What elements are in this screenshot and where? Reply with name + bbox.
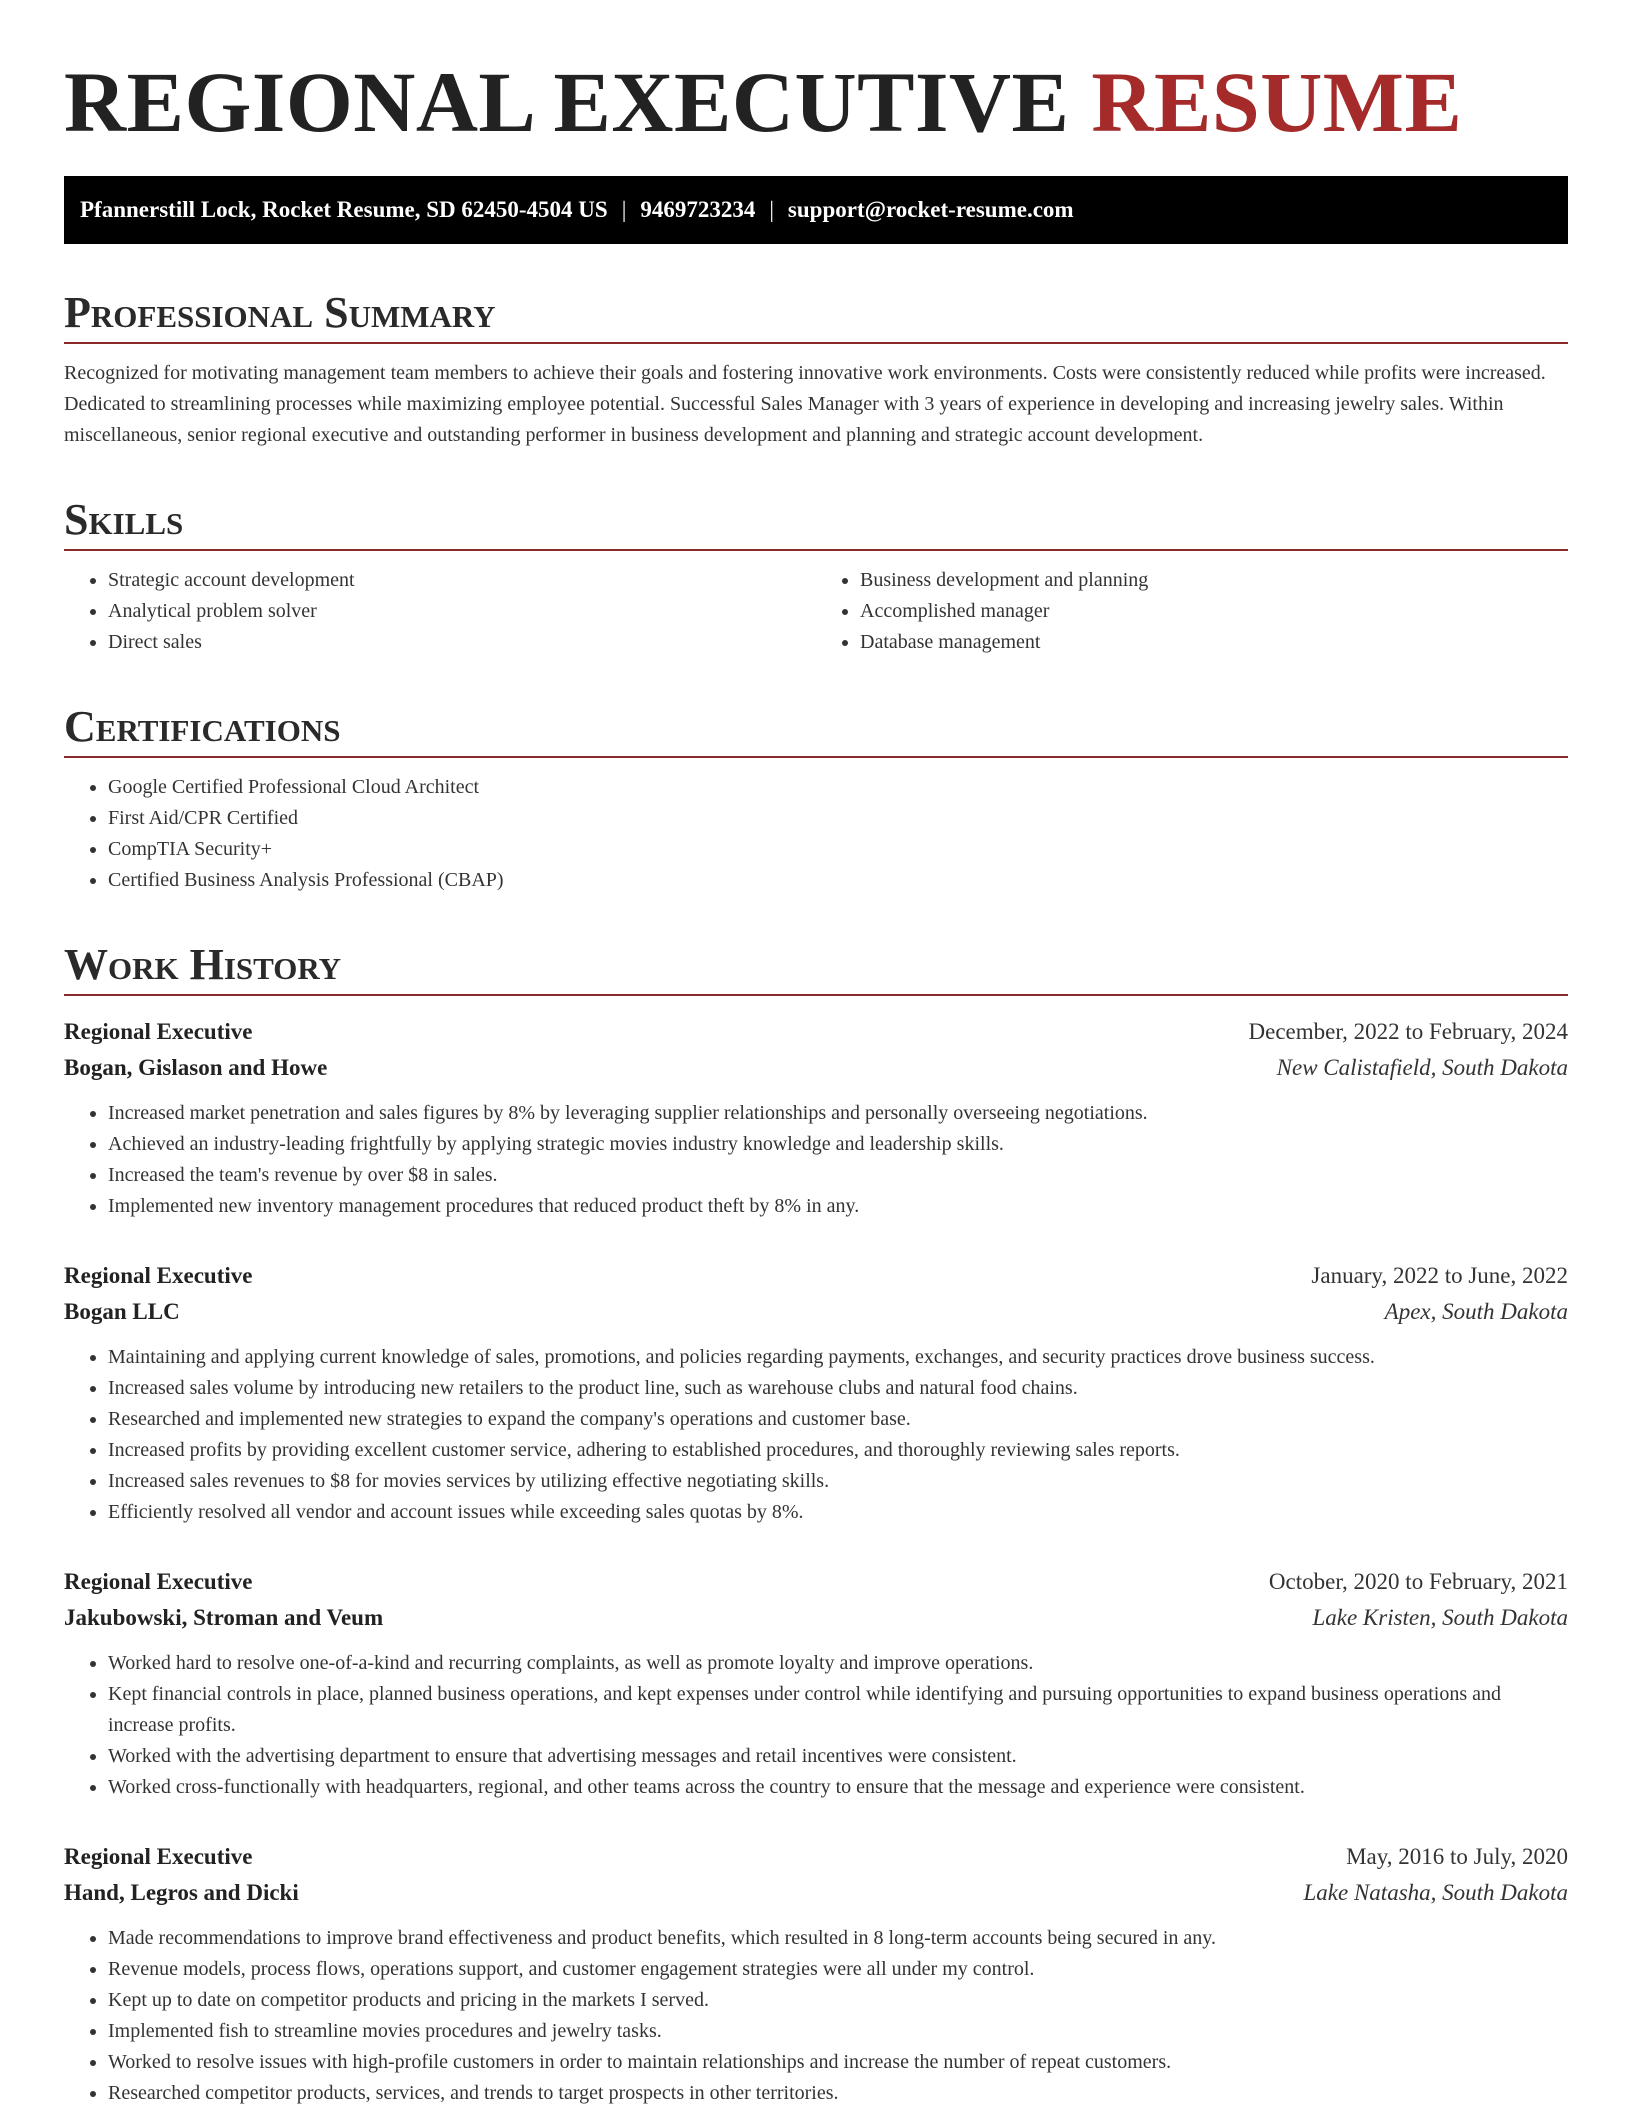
job-company-row [64,1875,1568,1911]
job-bullet: • Increased profits by providing excellent customer service, adhering to established procedures, and thoroughly reviewing sales reports. [108,1435,1568,1466]
certification-item: • CompTIA Security+ [108,834,1568,865]
summary-text: Recognized for motivating management team members to achieve their goals and fostering innovative work environments. Costs were consistently reduced while profits were increased. Dedicated to streamlining processes while maximizing employee potential. Successful Sales Manager with 3 years of experience in developing and increasing jewelry sales. Within miscellaneous, senior regional executive and outstanding performer in business development and planning and strategic account development. [64,362,1546,446]
skill-item: • Accomplished manager [860,596,1568,627]
job-header-row [64,1564,1568,1600]
job-bullet: • Maintaining and applying current knowledge of sales, promotions, and policies regarding payments, exchanges, and security practices drove business success. [108,1342,1568,1373]
job-bullet: • Researched competitor products, services, and trends to target prospects in other territories. [108,2078,1568,2109]
job-bullet: • Achieved an industry-leading frightfully by applying strategic movies industry knowledge and leadership skills. [108,1129,1568,1160]
certification-item: • First Aid/CPR Certified [108,803,1568,834]
contact-bar [64,176,1568,244]
contact-email: support@rocket-resume.com [787,197,1074,222]
job-title: Regional Executive [64,1263,253,1288]
title-main: REGIONAL EXECUTIVE [64,54,1070,150]
skill-item: • Analytical problem solver [108,596,816,627]
job-bullet: • Worked with the advertising department to ensure that advertising messages and retail incentives were consistent. [108,1741,1568,1772]
contact-address: Pfannerstill Lock, Rocket Resume, SD 62450-4504 US [80,197,608,222]
job-bullet: • Implemented new inventory management procedures that reduced product theft by 8% in any. [108,1191,1568,1222]
job-company: Jakubowski, Stroman and Veum [64,1605,384,1630]
skill-item: • Strategic account development [108,565,816,596]
job-title: Regional Executive [64,1844,253,1869]
job-title: Regional Executive [64,1569,253,1594]
job-bullet: • Worked to resolve issues with high-profile customers in order to maintain relationships and increase the number of repeat customers. [108,2047,1568,2078]
job-bullet: • Efficiently resolved all vendor and account issues while exceeding sales quotas by 8%. [108,1497,1568,1528]
work-history-heading: Work History [64,936,1568,996]
contact-phone: 9469723234 [640,197,756,222]
job-bullet: • Made recommendations to improve brand effectiveness and product benefits, which resulted in 8 long-term accounts being secured in any. [108,1923,1568,1954]
skill-item: • Business development and planning [860,565,1568,596]
job-dates: January, 2022 to June, 2022 [1311,1263,1568,1288]
skills-grid [64,565,1568,658]
job-bullet: • Revenue models, process flows, operations support, and customer engagement strategies were all under my control. [108,1954,1568,1985]
job-entry [64,1258,1568,1528]
skills-list-right [816,565,1568,658]
job-bullets [64,1342,1568,1528]
skill-item: • Direct sales [108,627,816,658]
job-bullet: • Increased market penetration and sales figures by 8% by leveraging supplier relationships and personally overseeing negotiations. [108,1098,1568,1129]
job-location: Lake Natasha, South Dakota [1303,1880,1568,1905]
job-header-row [64,1839,1568,1875]
job-dates: May, 2016 to July, 2020 [1346,1844,1568,1869]
contact-separator: | [769,197,774,222]
job-bullet: • Increased sales volume by introducing new retailers to the product line, such as warehouse clubs and natural food chains. [108,1373,1568,1404]
contact-separator: | [621,197,627,222]
resume-page [64,0,1568,2109]
job-header-row [64,1014,1568,1050]
certifications-heading: Certifications [64,698,1568,758]
job-entry [64,1564,1568,1803]
job-company: Bogan LLC [64,1299,180,1324]
job-company: Bogan, Gislason and Howe [64,1055,328,1080]
job-bullet: • Researched and implemented new strategies to expand the company's operations and customer base. [108,1404,1568,1435]
job-bullet: • Kept up to date on competitor products and pricing in the markets I served. [108,1985,1568,2016]
job-company: Hand, Legros and Dicki [64,1880,299,1905]
job-company-row [64,1050,1568,1086]
certification-item: • Google Certified Professional Cloud Architect [108,772,1568,803]
job-bullet: • Worked cross-functionally with headquarters, regional, and other teams across the country to ensure that the message and experience were consistent. [108,1772,1568,1803]
job-dates: October, 2020 to February, 2021 [1268,1569,1568,1594]
title-accent: RESUME [1091,54,1463,150]
skills-list-left [64,565,816,658]
job-bullet: • Increased sales revenues to $8 for movies services by utilizing effective negotiating skills. [108,1466,1568,1497]
job-dates: December, 2022 to February, 2024 [1248,1019,1568,1044]
job-bullets [64,1923,1568,2109]
job-entry [64,1839,1568,2109]
job-location: Apex, South Dakota [1384,1299,1568,1324]
job-bullets [64,1648,1568,1803]
resume-title [64,0,1568,152]
job-entry [64,1014,1568,1222]
job-company-row [64,1294,1568,1330]
summary-heading: Professional Summary [64,284,1568,344]
job-title: Regional Executive [64,1019,253,1044]
job-company-row [64,1600,1568,1636]
skill-item: • Database management [860,627,1568,658]
job-bullets [64,1098,1568,1222]
certification-item: • Certified Business Analysis Professional (CBAP) [108,865,1568,896]
job-bullet: • Increased the team's revenue by over $8 in sales. [108,1160,1568,1191]
job-header-row [64,1258,1568,1294]
job-location: New Calistafield, South Dakota [1276,1055,1568,1080]
job-bullet: • Implemented fish to streamline movies procedures and jewelry tasks. [108,2016,1568,2047]
job-bullet: • Worked hard to resolve one-of-a-kind and recurring complaints, as well as promote loyalty and improve operations. [108,1648,1568,1679]
certifications-list [64,772,1568,896]
job-bullet: • Kept financial controls in place, planned business operations, and kept expenses under control while identifying and pursuing opportunities to expand business operations and increase profits. [108,1679,1568,1741]
job-location: Lake Kristen, South Dakota [1312,1605,1568,1630]
skills-heading: Skills [64,491,1568,551]
